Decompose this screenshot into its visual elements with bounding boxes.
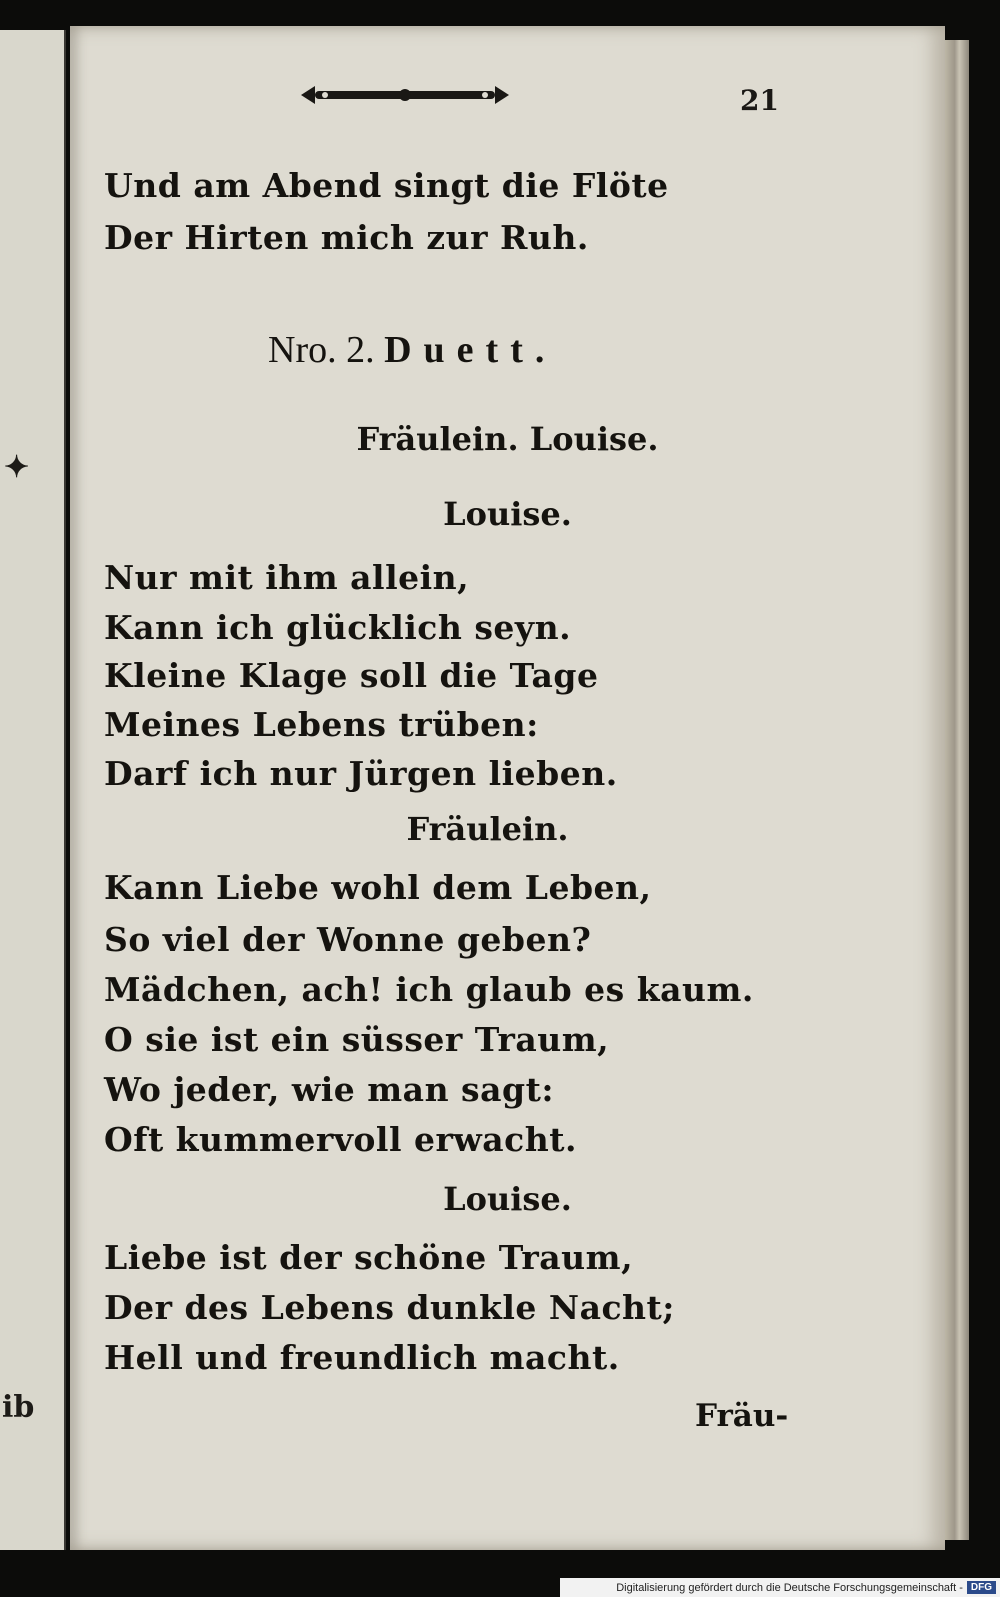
verse-line: Wo jeder, wie man sagt: bbox=[104, 1070, 555, 1109]
verse-line: O sie ist ein süsser Traum, bbox=[104, 1020, 610, 1059]
dfg-logo: DFG bbox=[967, 1581, 996, 1594]
character-list: Fräulein. Louise. bbox=[356, 420, 659, 458]
verse-line: Kleine Klage soll die Tage bbox=[104, 656, 599, 695]
verse-line: Darf ich nur Jürgen lieben. bbox=[104, 754, 618, 793]
catchword: Fräu- bbox=[695, 1398, 789, 1434]
verse-line: Nur mit ihm allein, bbox=[104, 558, 470, 597]
verse-line: Kann Liebe wohl dem Leben, bbox=[104, 868, 652, 907]
verse-line: So viel der Wonne geben? bbox=[104, 920, 592, 959]
page-number: 21 bbox=[740, 84, 779, 117]
left-page-text-fragment: ib bbox=[2, 1390, 35, 1425]
left-page-edge bbox=[0, 30, 66, 1550]
verse-line: Und am Abend singt die Flöte bbox=[104, 166, 669, 205]
verse-line: Oft kummervoll erwacht. bbox=[104, 1120, 577, 1159]
verse-line: Liebe ist der schöne Traum, bbox=[104, 1238, 634, 1277]
speaker-name: Fräulein. bbox=[406, 810, 569, 848]
speaker-name: Louise. bbox=[443, 495, 572, 533]
left-page-ornament-fragment: ✦ bbox=[4, 450, 30, 485]
decorative-rule-ornament bbox=[295, 78, 515, 112]
verse-line: Der Hirten mich zur Ruh. bbox=[104, 218, 589, 257]
verse-line: Hell und freundlich macht. bbox=[104, 1338, 620, 1377]
heading-number: Nro. 2. bbox=[268, 329, 375, 371]
speaker-name: Louise. bbox=[443, 1180, 572, 1218]
section-heading bbox=[268, 328, 556, 372]
footer-credit-text: Digitalisierung gefördert durch die Deutsche Forschungsgemeinschaft - bbox=[616, 1581, 963, 1594]
verse-line: Der des Lebens dunkle Nacht; bbox=[104, 1288, 675, 1327]
page-stack-edge bbox=[945, 40, 969, 1540]
digitization-footer bbox=[560, 1578, 1000, 1597]
verse-line: Kann ich glücklich seyn. bbox=[104, 608, 572, 647]
verse-line: Mädchen, ach! ich glaub es kaum. bbox=[104, 970, 754, 1009]
heading-title: Duett. bbox=[384, 329, 557, 371]
verse-line: Meines Lebens trüben: bbox=[104, 705, 539, 744]
